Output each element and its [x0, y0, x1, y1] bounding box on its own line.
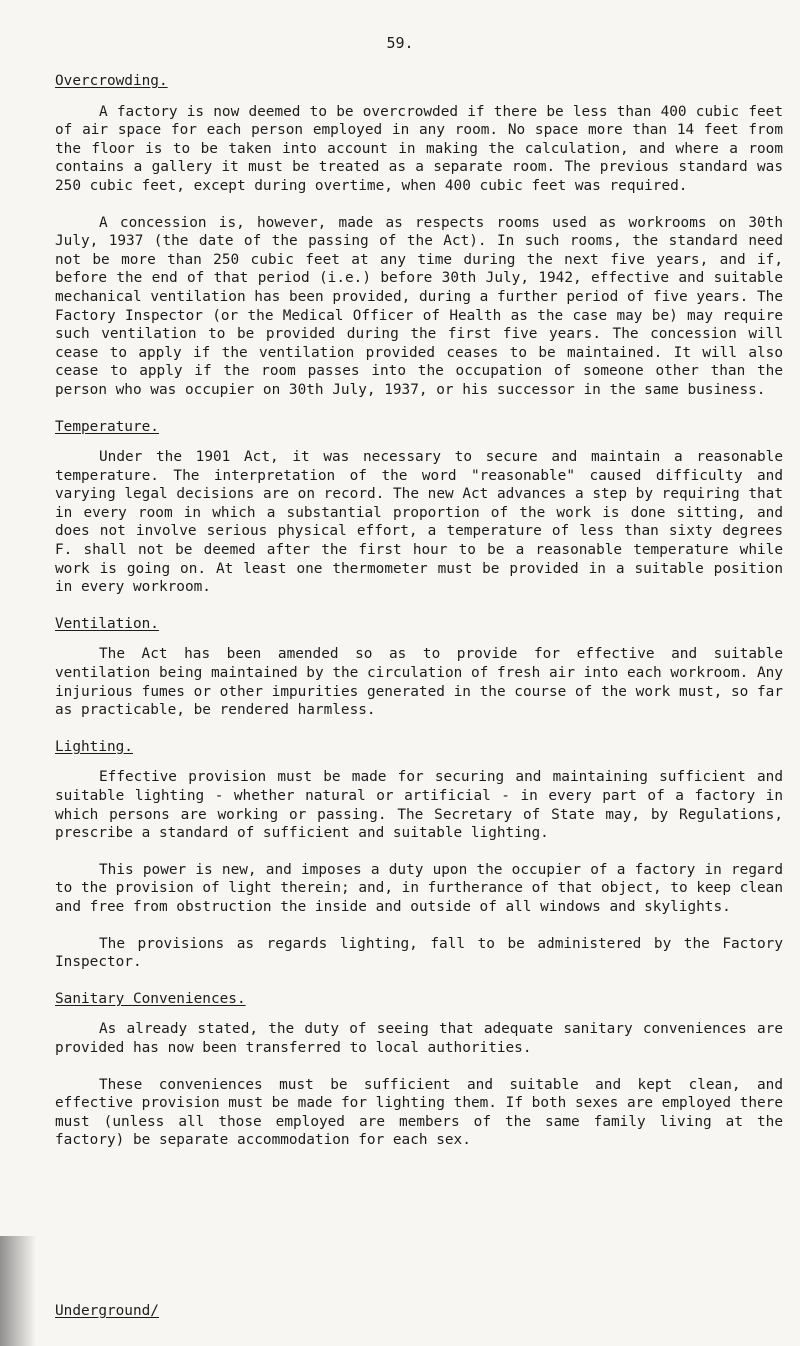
paragraph: Effective provision must be made for securing and maintaining sufficient and suitable lighting - whether natural or artificial - in every part of a factory in which persons are working or passing. The Secretary of State may, by Regulations, prescribe a standard of sufficient and suitable lighting. [55, 769, 783, 842]
section-sanitary-conveniences [55, 990, 783, 1150]
section-heading: Temperature. [55, 418, 159, 435]
paragraph: This power is new, and imposes a duty upon the occupier of a factory in regard to the provision of light therein; and, in furtherance of that object, to keep clean and free from obstruction the inside and outside of all windows and skylights. [55, 861, 783, 915]
paragraph: The Act has been amended so as to provide for effective and suitable ventilation being maintained by the circulation of fresh air into each workroom. Any injurious fumes or other impurities generated in the course of the work must, so far as practicable, be rendered harmless. [55, 646, 783, 719]
section-heading: Lighting. [55, 738, 133, 755]
paragraph: A factory is now deemed to be overcrowded if there be less than 400 cubic feet of air space for each person employed in any room. No space more than 14 feet from the floor is to be taken into account in making the calculation, and where a room contains a gallery it must be treated as a separate room. The previous standard was 250 cubic feet, except during overtime, when 400 cubic feet was required. [55, 103, 783, 194]
paragraph: A concession is, however, made as respects rooms used as workrooms on 30th July, 1937 (the date of the passing of the Act). In such rooms, the standard need not be more than 250 cubic feet at any time during the next five years, and if, before the end of that period (i.e.) before 30th July, 1942, effective and suitable mechanical ventilation has been provided, during a further period of five years. The Factory Inspector (or the Medical Officer of Health as the case may be) may require such ventilation to be provided during the first five years. The concession will cease to apply if the ventilation provided ceases to be maintained. It will also cease to apply if the room passes into the occupation of someone other than the person who was occupier on 30th July, 1937, or his successor in the same business. [55, 214, 783, 398]
catchword: Underground/ [55, 1303, 159, 1319]
document-body [55, 72, 783, 1168]
paragraph: The provisions as regards lighting, fall to be administered by the Factory Inspector. [55, 935, 783, 971]
paragraph: Under the 1901 Act, it was necessary to secure and maintain a reasonable temperature. The interpretation of the word "reasonable" caused difficulty and varying legal decisions are on record. The new Act advances a step by requiring that in every room in which a substantial proportion of the work is done sitting, and does not involve serious physical effort, a temperature of less than sixty degrees F. shall not be deemed after the first hour to be a reasonable temperature while work is going on. At least one thermometer must be provided in a suitable position in every workroom. [55, 449, 783, 596]
section-heading: Ventilation. [55, 615, 159, 632]
section-overcrowding [55, 72, 783, 400]
section-lighting [55, 738, 783, 972]
paragraph: These conveniences must be sufficient and suitable and kept clean, and effective provision must be made for lighting them. If both sexes are employed there must (unless all those employed are members of the same family living at the factory) be separate accommodation for each sex. [55, 1076, 783, 1149]
page-number: 59. [386, 34, 414, 52]
section-ventilation [55, 615, 783, 720]
section-temperature [55, 418, 783, 597]
scan-edge-shadow [0, 1236, 36, 1346]
section-heading: Overcrowding. [55, 73, 168, 89]
section-heading: Sanitary Conveniences. [55, 990, 246, 1007]
paragraph: As already stated, the duty of seeing that adequate sanitary conveniences are provided has now been transferred to local authorities. [55, 1021, 783, 1056]
